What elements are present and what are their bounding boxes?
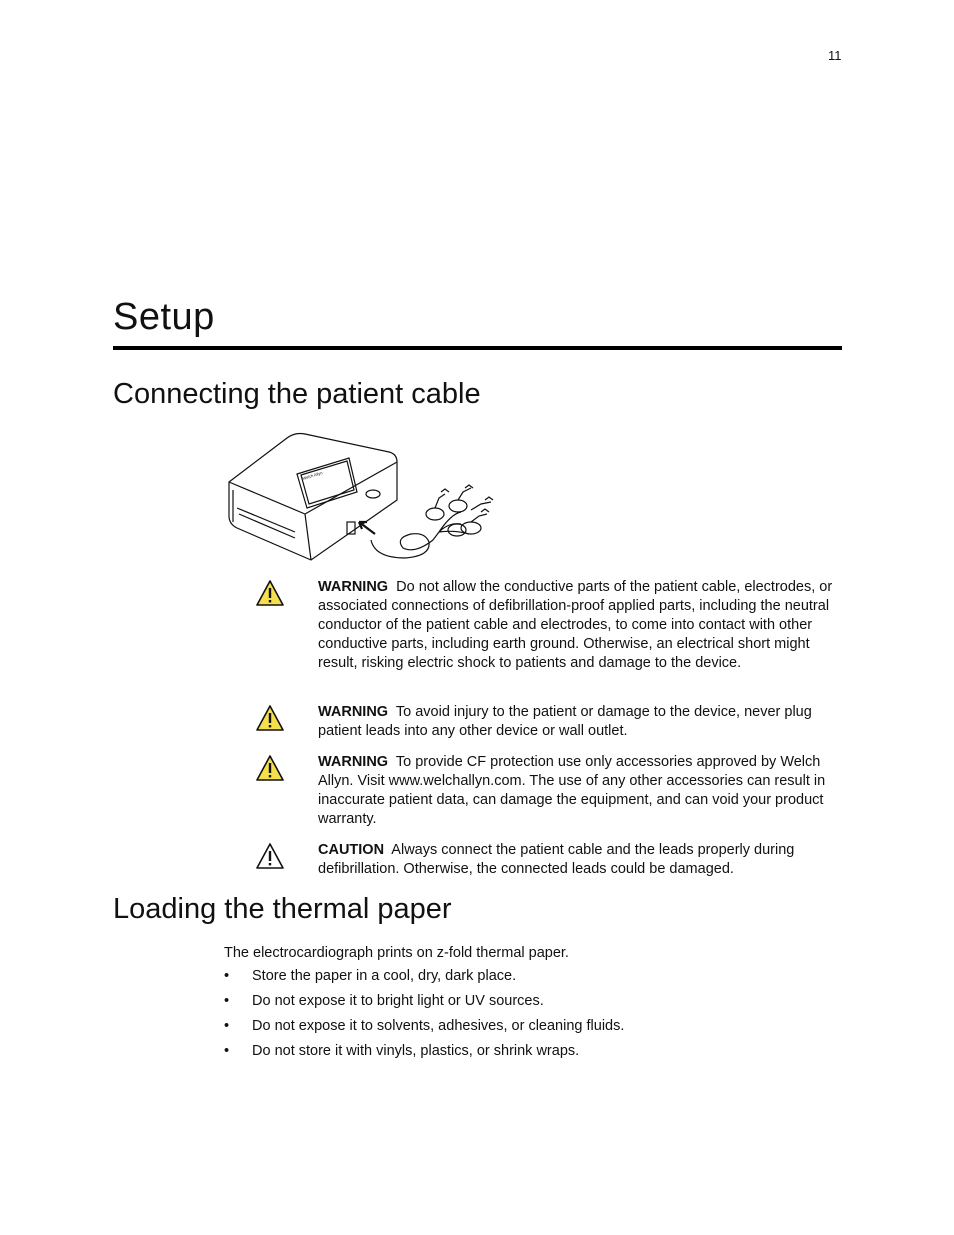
list-item (224, 1018, 624, 1043)
paper-bullet-list (224, 968, 624, 1068)
page-number: 11 (828, 48, 842, 63)
notice-label: CAUTION (318, 842, 385, 858)
warning-triangle-yellow-icon (255, 704, 285, 732)
warning-triangle-yellow-icon (255, 754, 285, 782)
warning-notice (255, 703, 845, 739)
warning-triangle-yellow-icon (255, 579, 285, 607)
notice-text (318, 841, 843, 879)
chapter-title: Setup (113, 296, 215, 338)
list-item (224, 993, 624, 1018)
chapter-rule (113, 346, 842, 350)
bullet: • (224, 993, 230, 1009)
ecg-device-with-patient-cable-illustration (225, 430, 500, 565)
list-item (224, 968, 624, 993)
section-title-patient-cable: Connecting the patient cable (113, 378, 481, 410)
notice-body: To provide CF protection use only accessories approved by Welch Allyn. Visit www.welchallyn.com. The use of any other accessories can result in inaccurate patient data, can damage the equipment, and can void your product warranty. (318, 754, 826, 827)
device-brand-label: Welch Allyn (301, 470, 324, 481)
caution-triangle-outline-icon (255, 842, 285, 870)
warning-notice (255, 753, 845, 827)
bullet: • (224, 1018, 230, 1034)
caution-notice (255, 841, 845, 877)
notice-body: Do not allow the conductive parts of the patient cable, electrodes, or associated connections of defibrillation-proof applied parts, including the neutral conductor of the patient cable and electrodes, to come into contact with other conductive parts, including earth ground. Otherwise, an electrical short might result, risking electric shock to patients and damage to the device. (318, 579, 833, 671)
notice-text (318, 703, 843, 741)
list-item (224, 1043, 624, 1068)
list-item-text: Store the paper in a cool, dry, dark place. (252, 968, 517, 984)
paper-intro: The electrocardiograph prints on z-fold thermal paper. (224, 945, 569, 961)
bullet: • (224, 1043, 230, 1059)
list-item-text: Do not expose it to bright light or UV sources. (252, 993, 544, 1009)
warning-notice (255, 578, 845, 671)
list-item-text: Do not expose it to solvents, adhesives, or cleaning fluids. (252, 1018, 625, 1034)
notice-label: WARNING (318, 704, 389, 720)
section-title-thermal-paper: Loading the thermal paper (113, 893, 452, 925)
notice-label: WARNING (318, 754, 389, 770)
notice-body: To avoid injury to the patient or damage to the device, never plug patient leads into any other device or wall outlet. (318, 704, 812, 739)
list-item-text: Do not store it with vinyls, plastics, or shrink wraps. (252, 1043, 580, 1059)
notice-label: WARNING (318, 579, 389, 595)
bullet: • (224, 968, 230, 984)
notice-text (318, 578, 843, 673)
notice-body: Always connect the patient cable and the leads properly during defibrillation. Otherwise, the connected leads could be damaged. (318, 842, 795, 877)
notice-text (318, 753, 843, 829)
